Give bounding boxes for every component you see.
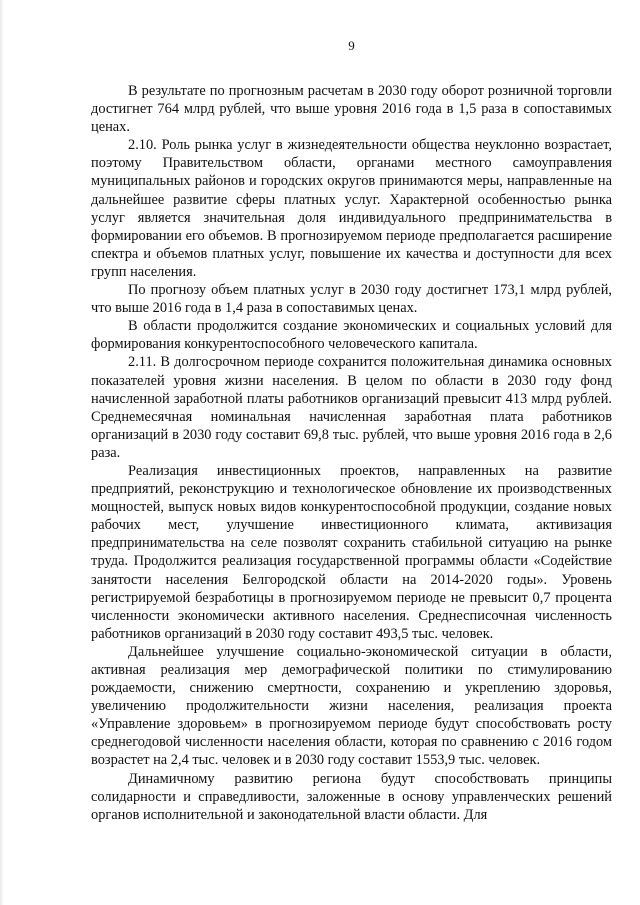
paragraph-demography: Дальнейшее улучшение социально-экономической ситуации в области, активная реализация мер демографической политики по стимулированию рождаемости, снижению смертности, сохранению и укреплению здоровья, увеличению продолжительности жизни населения, реализация проекта «Управление здоровьем» в прогнозируемом периоде будут способствовать росту среднегодовой численности населения области, которая по сравнению с 2016 годом возрастет на 2,4 тыс. человек и в 2030 году составит 1553,9 тыс. человек. <box>91 643 612 769</box>
paragraph-living-standards: 2.11. В долгосрочном периоде сохранится положительная динамика основных показателей уровня жизни населения. В целом по области в 2030 году фонд начисленной заработной платы работников организаций превысит 413 млрд рублей. Среднемесячная номинальная начисленная заработная плата работников организаций в 2030 году составит 69,8 тыс. рублей, что выше уровня 2016 года в 2,6 раза. <box>91 354 612 461</box>
paragraph-investment-projects: Реализация инвестиционных проектов, направленных на развитие предприятий, реконструкцию и технологическое обновление их производственных мощностей, выпуск новых видов конкурентоспособной продукции, создание новых рабочих мест, улучшение инвестиционного климата, активизация предпринимательства на селе позволят сохранить стабильной ситуацию на рынке труда. Продолжится реализация государственной программы области «Содействие занятости населения Белгородской области на 2014-2020 годы». Уровень регистрируемой безработицы в прогнозируемом периоде не превысит 0,7 процента численности экономически активного населения. Среднесписочная численность работников организаций в 2030 году составит 493,5 тыс. человек. <box>91 462 612 642</box>
page-number: 9 <box>348 38 355 53</box>
paragraph-human-capital: В области продолжится создание экономических и социальных условий для формирования конкурентоспособного человеческого капитала. <box>91 318 612 353</box>
scan-edge-shadow <box>0 0 4 905</box>
paragraph-development-principles: Динамичному развитию региона будут способствовать принципы солидарности и справедливости, заложенные в основу управленческих решений органов исполнительной и законодательной власти области. Для <box>91 770 612 823</box>
paragraph-retail-turnover: В результате по прогнозным расчетам в 2030 году оборот розничной торговли достигнет 764 млрд рублей, что выше уровня 2016 года в 1,5 раза в сопоставимых ценах. <box>91 83 612 136</box>
paragraph-services-market: 2.10. Роль рынка услуг в жизнедеятельности общества неуклонно возрастает, поэтому Правительством области, органами местного самоуправления муниципальных районов и городских округов принимаются меры, направленные на дальнейшее развитие сферы платных услуг. Характерной особенностью рынка услуг является значительная доля индивидуального предпринимательства в формировании его объемов. В прогнозируемом периоде предполагается расширение спектра и объемов платных услуг, повышение их качества и доступности для всех групп населения. <box>91 137 612 280</box>
paragraph-paid-services-forecast: По прогнозу объем платных услуг в 2030 году достигнет 173,1 млрд рублей, что выше 2016 года в 1,4 раза в сопоставимых ценах. <box>91 282 612 317</box>
